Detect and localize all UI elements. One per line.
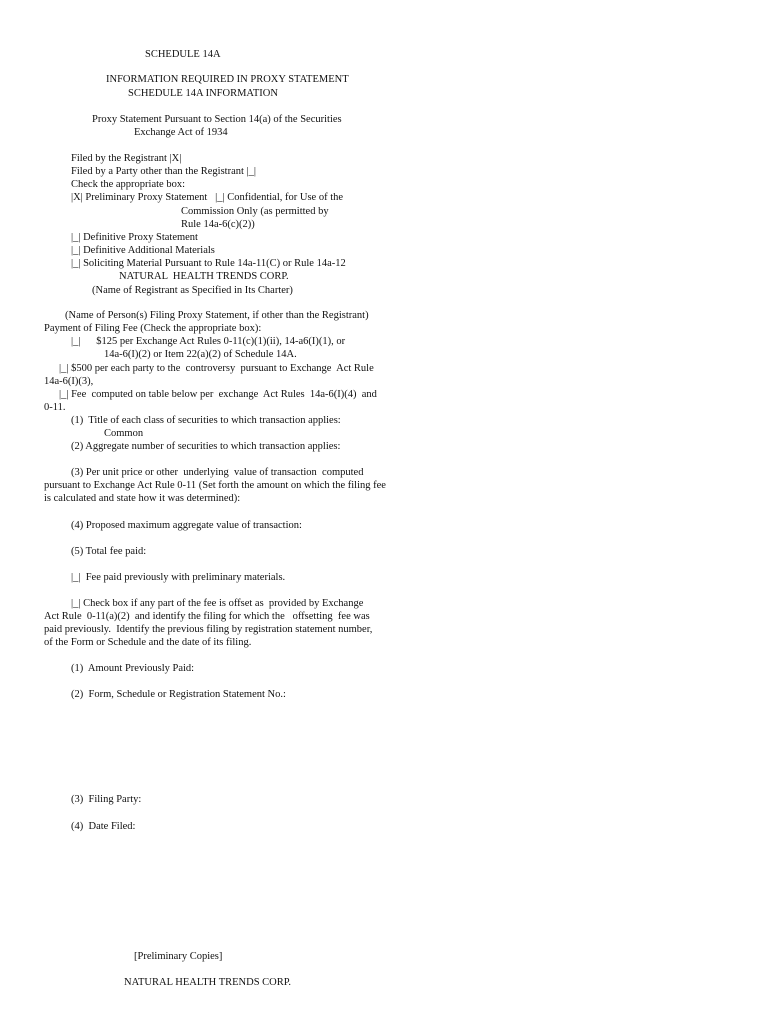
commission-only-line1: Commission Only (as permitted by: [181, 206, 329, 217]
footer-company-name: NATURAL HEALTH TRENDS CORP.: [124, 977, 292, 988]
fee-option-125-line2: 14a-6(I)(2) or Item 22(a)(2) of Schedule 14A.: [104, 349, 297, 360]
preliminary-proxy-option: |X| Preliminary Proxy Statement |_| Confidential, for Use of the: [71, 192, 344, 203]
commission-only-line2: Rule 14a-6(c)(2)): [181, 219, 255, 230]
preliminary-copies-label: [Preliminary Copies]: [134, 951, 223, 962]
filed-by-other-party: Filed by a Party other than the Registrant |_|: [71, 166, 257, 177]
fee-item-3-line3: is calculated and state how it was determined):: [44, 493, 241, 504]
fee-option-computed-line1: |_| Fee computed on table below per exchange Act Rules 14a-6(I)(4) and: [59, 389, 377, 400]
fee-item-2-aggregate: (2) Aggregate number of securities to which transaction applies:: [71, 441, 341, 452]
fee-option-500-line1: |_| $500 per each party to the controversy pursuant to Exchange Act Rule: [59, 363, 374, 374]
fee-item-1-value: Common: [104, 428, 144, 439]
fee-item-3-line1: (3) Per unit price or other underlying value of transaction computed: [71, 467, 364, 478]
definitive-proxy-option: |_| Definitive Proxy Statement: [71, 232, 198, 243]
date-filed: (4) Date Filed:: [71, 821, 136, 832]
amount-previously-paid: (1) Amount Previously Paid:: [71, 663, 195, 674]
offset-checkbox-line1: |_| Check box if any part of the fee is offset as provided by Exchange: [71, 598, 364, 609]
fee-item-4-max-value: (4) Proposed maximum aggregate value of transaction:: [71, 520, 302, 531]
fee-paid-previously: |_| Fee paid previously with preliminary materials.: [71, 572, 286, 583]
schedule-heading: SCHEDULE 14A: [145, 49, 221, 60]
soliciting-material-option: |_| Soliciting Material Pursuant to Rule 14a-11(C) or Rule 14a-12: [71, 258, 346, 269]
info-required-heading: INFORMATION REQUIRED IN PROXY STATEMENT: [106, 74, 349, 85]
info-title-heading: SCHEDULE 14A INFORMATION: [128, 88, 278, 99]
registrant-caption: (Name of Registrant as Specified in Its Charter): [92, 285, 293, 296]
fee-item-3-line2: pursuant to Exchange Act Rule 0-11 (Set forth the amount on which the filing fee: [44, 480, 386, 491]
fee-item-1-title: (1) Title of each class of securities to which transaction applies:: [71, 415, 341, 426]
fee-option-125-line1: |_| $125 per Exchange Act Rules 0-11(c)(1)(ii), 14-a6(I)(1), or: [71, 336, 346, 347]
registrant-company-name: NATURAL HEALTH TRENDS CORP.: [119, 271, 289, 282]
fee-option-computed-line2: 0-11.: [44, 402, 66, 413]
person-filing-caption: (Name of Person(s) Filing Proxy Statement, if other than the Registrant): [65, 310, 369, 321]
offset-checkbox-line3: paid previously. Identify the previous filing by registration statement number,: [44, 624, 373, 635]
proxy-statement-line: Proxy Statement Pursuant to Section 14(a) of the Securities: [92, 114, 342, 125]
check-box-instruction: Check the appropriate box:: [71, 179, 186, 190]
filed-by-registrant: Filed by the Registrant |X|: [71, 153, 182, 164]
fee-option-500-line2: 14a-6(I)(3),: [44, 376, 94, 387]
form-schedule-registration: (2) Form, Schedule or Registration Statement No.:: [71, 689, 286, 700]
exchange-act-line: Exchange Act of 1934: [134, 127, 228, 138]
offset-checkbox-line4: of the Form or Schedule and the date of its filing.: [44, 637, 252, 648]
fee-item-5-total-paid: (5) Total fee paid:: [71, 546, 147, 557]
definitive-additional-option: |_| Definitive Additional Materials: [71, 245, 215, 256]
offset-checkbox-line2: Act Rule 0-11(a)(2) and identify the filing for which the offsetting fee was: [44, 611, 370, 622]
filing-party: (3) Filing Party:: [71, 794, 142, 805]
payment-of-filing-fee: Payment of Filing Fee (Check the appropriate box):: [44, 323, 262, 334]
